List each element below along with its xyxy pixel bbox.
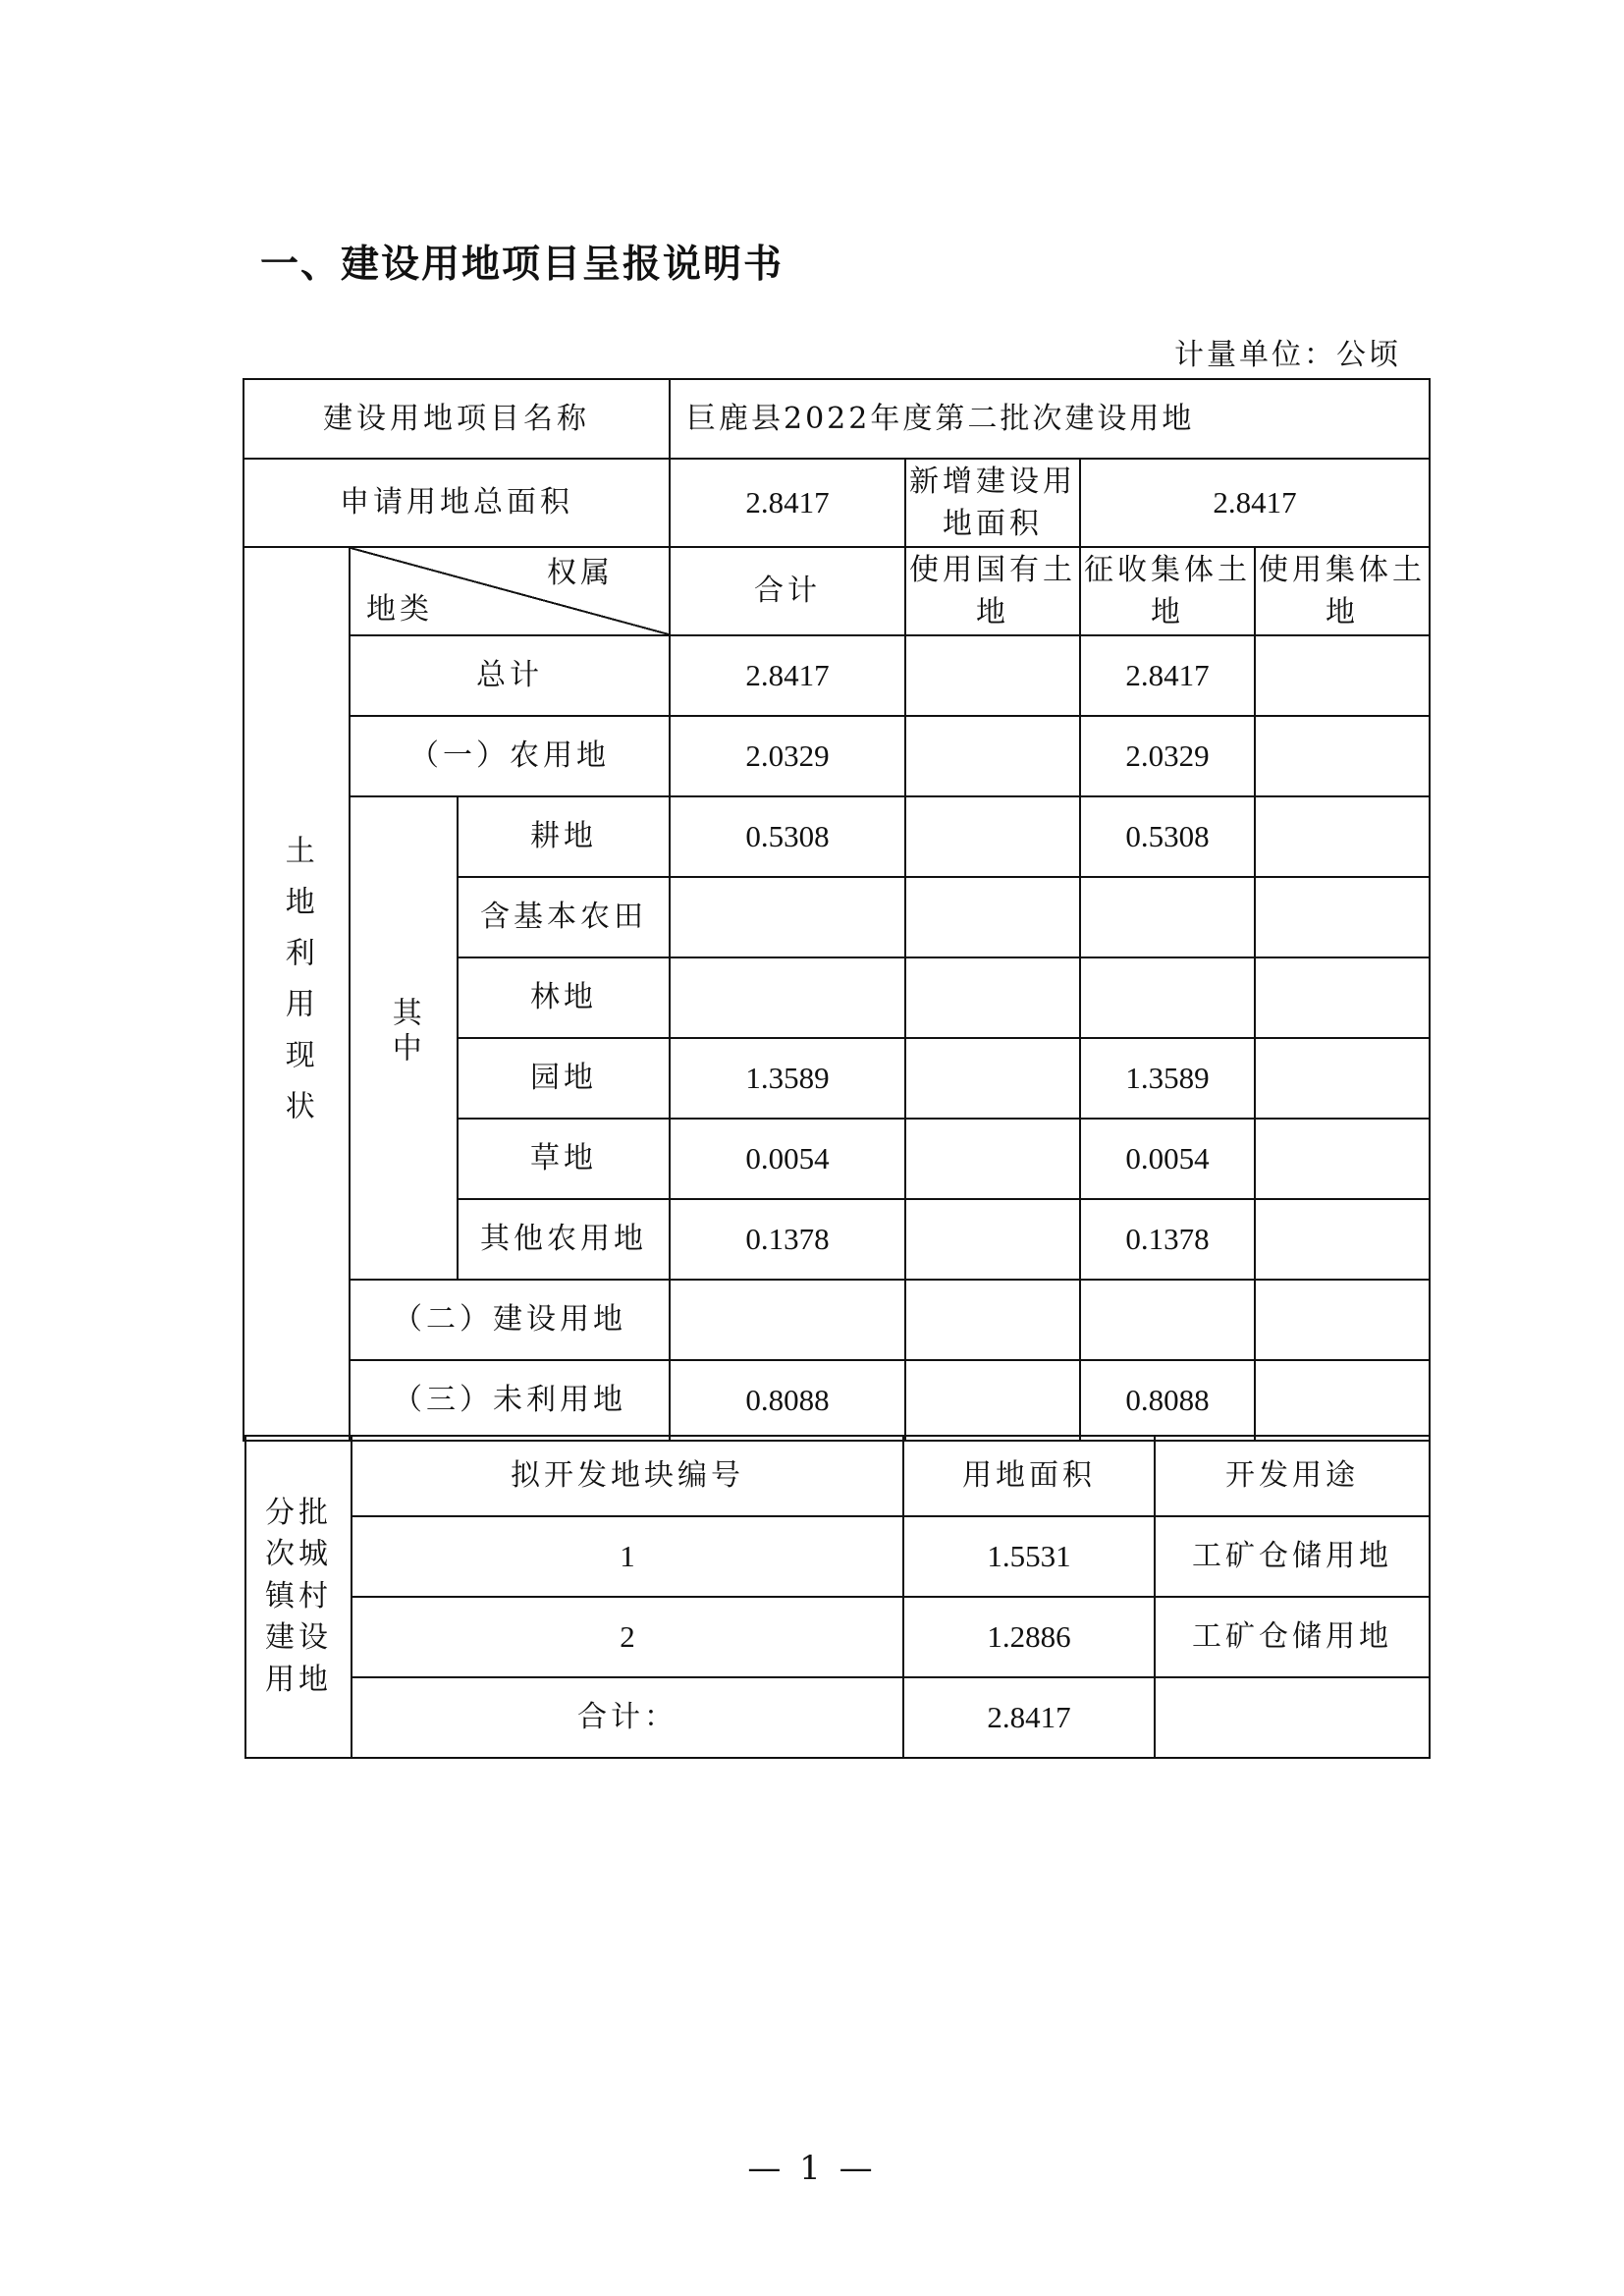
project-name-value: 巨鹿县2022年度第二批次建设用地: [670, 379, 1430, 459]
row-label: 其他农用地: [458, 1199, 670, 1280]
cell-total: 0.1378: [670, 1199, 905, 1280]
cell-collective: [1255, 877, 1430, 957]
cell-collect: 2.8417: [1080, 635, 1255, 716]
batch-col-header-plot-id: 拟开发地块编号: [352, 1436, 903, 1516]
cell-total: 1.3589: [670, 1038, 905, 1119]
row-label: （二）建设用地: [350, 1280, 670, 1360]
cell-collective: [1255, 716, 1430, 796]
batch-header-row: [245, 1436, 1430, 1516]
cell-collective: [1255, 1038, 1430, 1119]
cell-total: 0.5308: [670, 796, 905, 877]
land-use-header-row: [244, 547, 1430, 635]
project-name-row: [244, 379, 1430, 459]
cell-total: 2.0329: [670, 716, 905, 796]
cell-total: 0.0054: [670, 1119, 905, 1199]
diagonal-header-cell: [350, 547, 670, 635]
cell-collect: 0.1378: [1080, 1199, 1255, 1280]
cell-collect: 1.3589: [1080, 1038, 1255, 1119]
row-label: （三）未利用地: [350, 1360, 670, 1441]
plot-id: 2: [352, 1597, 903, 1677]
batch-total-row: [245, 1677, 1430, 1758]
cell-total: 0.8088: [670, 1360, 905, 1441]
total-area-label: 申请用地总面积: [244, 459, 670, 547]
new-area-label: 新增建设用地面积: [905, 459, 1080, 547]
cell-state: [905, 635, 1080, 716]
land-type-header: 地类: [366, 591, 433, 627]
cell-state: [905, 796, 1080, 877]
cell-state: [905, 1280, 1080, 1360]
measurement-unit: 计量单位：公顷: [1174, 338, 1401, 372]
row-label: 含基本农田: [458, 877, 670, 957]
cell-collect: [1080, 1280, 1255, 1360]
col-header-collective-land: 使用集体土地: [1255, 547, 1430, 635]
cell-state: [905, 1119, 1080, 1199]
table-row: [244, 1360, 1430, 1441]
cell-total: [670, 877, 905, 957]
cell-collective: [1255, 635, 1430, 716]
cell-collect: 0.5308: [1080, 796, 1255, 877]
document-title: 一、建设用地项目呈报说明书: [260, 243, 785, 287]
land-use-table: [243, 378, 1431, 1442]
batch-total-label: 合计：: [352, 1677, 903, 1758]
cell-collective: [1255, 1119, 1430, 1199]
row-label: 园地: [458, 1038, 670, 1119]
batch-col-header-area: 用地面积: [903, 1436, 1155, 1516]
batch-total-use: [1155, 1677, 1430, 1758]
plot-id: 1: [352, 1516, 903, 1597]
col-header-collected-land: 征收集体土地: [1080, 547, 1255, 635]
ownership-header: 权属: [547, 556, 614, 590]
area-row: [244, 459, 1430, 547]
batch-section-label: 分批次城镇村建设用地: [245, 1436, 352, 1758]
row-label: 林地: [458, 957, 670, 1038]
cell-collective: [1255, 1199, 1430, 1280]
batch-col-header-use: 开发用途: [1155, 1436, 1430, 1516]
cell-state: [905, 1360, 1080, 1441]
of-which-label: 其中: [350, 796, 458, 1280]
table-row: [244, 635, 1430, 716]
col-header-state-land: 使用国有土地: [905, 547, 1080, 635]
cell-state: [905, 957, 1080, 1038]
cell-collect: [1080, 957, 1255, 1038]
table-row: [244, 796, 1430, 877]
row-label: 总计: [350, 635, 670, 716]
table-row: [244, 716, 1430, 796]
cell-collective: [1255, 796, 1430, 877]
cell-state: [905, 716, 1080, 796]
total-area-value: 2.8417: [670, 459, 905, 547]
plot-area: 1.2886: [903, 1597, 1155, 1677]
cell-collect: 0.8088: [1080, 1360, 1255, 1441]
land-use-section-label: 土地利用现状: [244, 547, 350, 1441]
cell-collect: 0.0054: [1080, 1119, 1255, 1199]
plot-use: 工矿仓储用地: [1155, 1597, 1430, 1677]
table-row: [244, 1280, 1430, 1360]
cell-total: [670, 957, 905, 1038]
col-header-total: 合计: [670, 547, 905, 635]
cell-state: [905, 877, 1080, 957]
cell-state: [905, 1199, 1080, 1280]
table-row: [245, 1597, 1430, 1677]
cell-collect: [1080, 877, 1255, 957]
cell-total: 2.8417: [670, 635, 905, 716]
cell-collective: [1255, 1360, 1430, 1441]
new-area-value: 2.8417: [1080, 459, 1430, 547]
row-label: 草地: [458, 1119, 670, 1199]
cell-collect: 2.0329: [1080, 716, 1255, 796]
cell-collective: [1255, 1280, 1430, 1360]
table-row: [245, 1516, 1430, 1597]
row-label: （一）农用地: [350, 716, 670, 796]
cell-state: [905, 1038, 1080, 1119]
cell-collective: [1255, 957, 1430, 1038]
batch-total-area: 2.8417: [903, 1677, 1155, 1758]
page-number: — 1 —: [747, 2149, 877, 2188]
plot-use: 工矿仓储用地: [1155, 1516, 1430, 1597]
cell-total: [670, 1280, 905, 1360]
batch-construction-table: [244, 1435, 1431, 1759]
row-label: 耕地: [458, 796, 670, 877]
plot-area: 1.5531: [903, 1516, 1155, 1597]
project-name-label: 建设用地项目名称: [244, 379, 670, 459]
